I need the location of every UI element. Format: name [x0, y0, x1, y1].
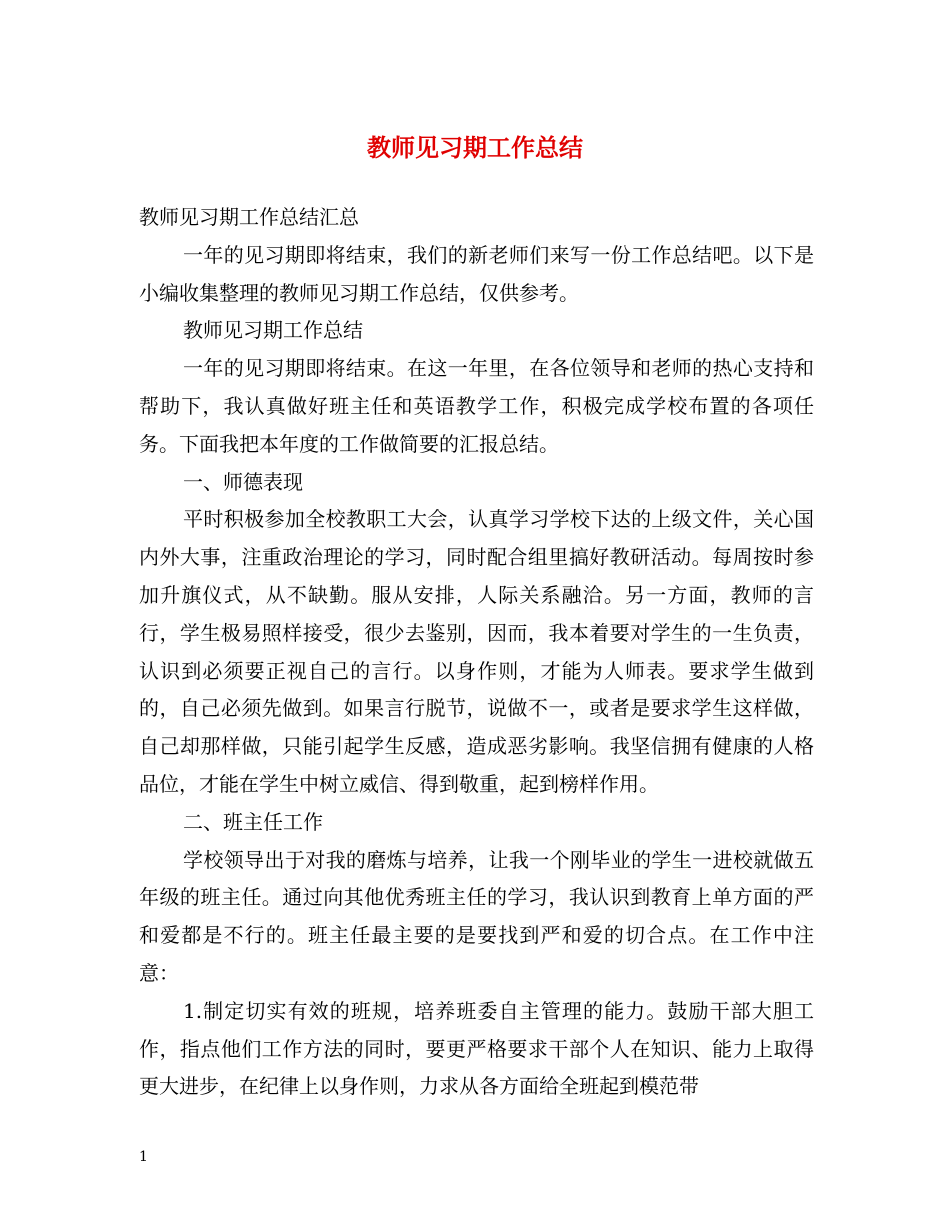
section-heading-class-teacher: 二、班主任工作 — [183, 809, 323, 834]
section-heading-ethics: 一、师德表现 — [183, 469, 303, 494]
document-body — [139, 199, 814, 1106]
page-number: 1 — [139, 1149, 148, 1165]
paragraph-item-1: 1.制定切实有效的班规，培养班委自主管理的能力。鼓励干部大胆工作，指点他们工作方法的同时，要更严格要求干部个人在知识、能力上取得更大进步，在纪律上以身作则，力求从各方面给全班起到模范带 — [139, 998, 814, 1099]
paragraph-heading: 教师见习期工作总结 — [183, 318, 363, 343]
paragraph-ethics: 平时积极参加全校教职工大会，认真学习学校下达的上级文件，关心国内外大事，注重政治理论的学习，同时配合组里搞好教研活动。每周按时参加升旗仪式，从不缺勤。服从安排，人际关系融洽。另一方面，教师的言行，学生极易照样接受，很少去鉴别，因而，我本着要对学生的一生负责，认识到必须要正视自己的言行。以身作则，才能为人师表。要求学生做到的，自己必须先做到。如果言行脱节，说做不一，或者是要求学生这样做，自己却那样做，只能引起学生反感，造成恶劣影响。我坚信拥有健康的人格品位，才能在学生中树立威信、得到敬重，起到榜样作用。 — [139, 507, 814, 796]
paragraph-subtitle: 教师见习期工作总结汇总 — [139, 205, 359, 229]
paragraph-class-teacher: 学校领导出于对我的磨炼与培养，让我一个刚毕业的学生一进校就做五年级的班主任。通过向其他优秀班主任的学习，我认识到教育上单方面的严和爱都是不行的。班主任最主要的是要找到严和爱的切合点。在工作中注意： — [139, 847, 814, 985]
document-title: 教师见习期工作总结 — [367, 133, 583, 162]
paragraph-overview: 一年的见习期即将结束。在这一年里，在各位领导和老师的热心支持和帮助下，我认真做好班主任和英语教学工作，积极完成学校布置的各项任务。下面我把本年度的工作做简要的汇报总结。 — [139, 356, 814, 456]
paragraph-intro: 一年的见习期即将结束，我们的新老师们来写一份工作总结吧。以下是小编收集整理的教师见习期工作总结，仅供参考。 — [139, 242, 814, 305]
